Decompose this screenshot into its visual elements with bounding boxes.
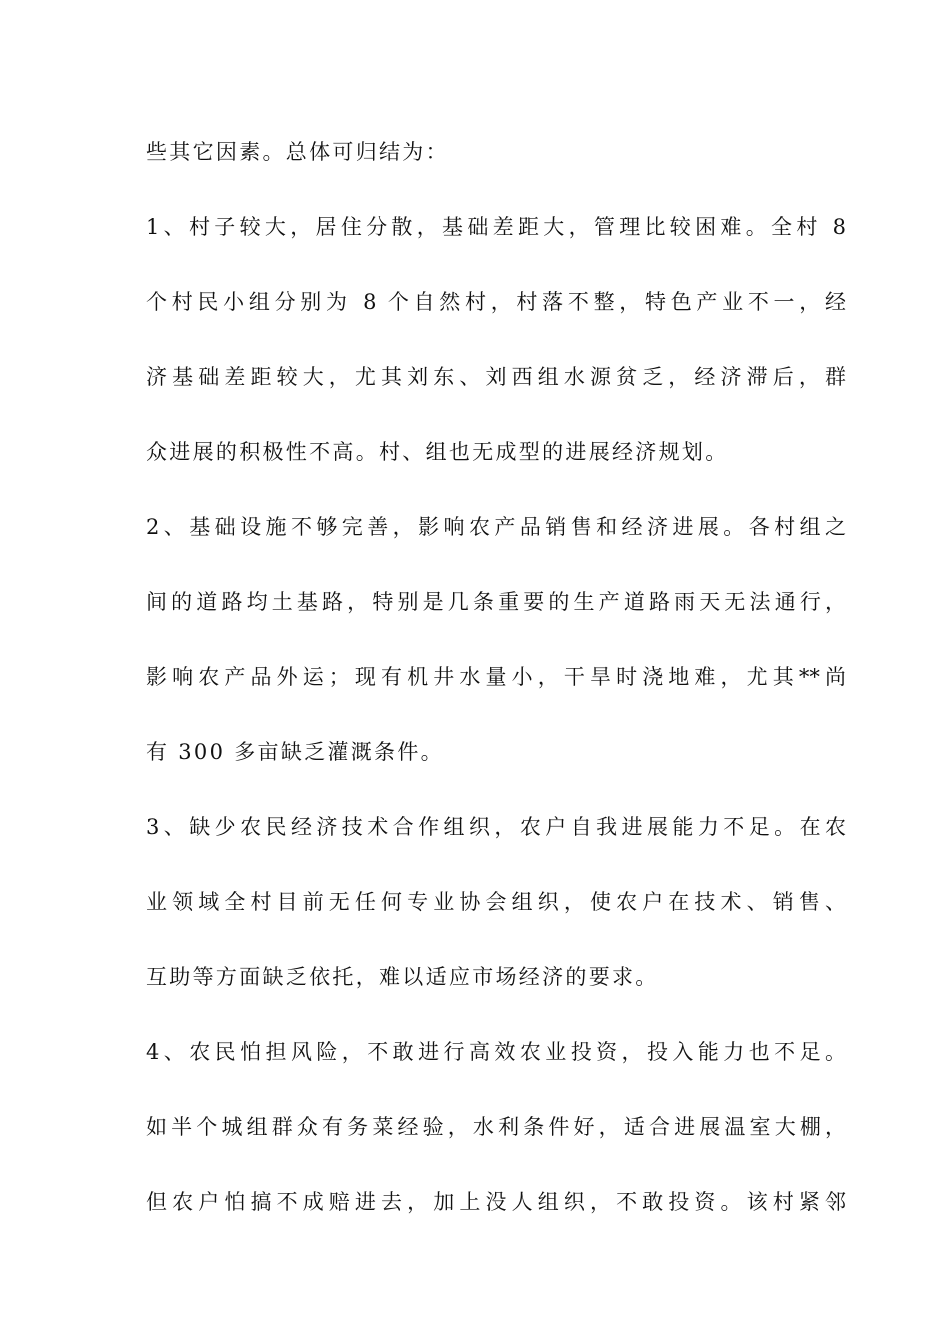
paragraph-line: 有 300 多亩缺乏灌溉条件。 (146, 740, 444, 764)
paragraph-line: 3、缺少农民经济技术合作组织，农户自我进展能力不足。在农 (146, 815, 846, 839)
paragraph-line: 个村民小组分别为 8 个自然村，村落不整，特色产业不一，经 (146, 290, 846, 314)
paragraph-line: 影响农产品外运；现有机井水量小，干旱时浇地难，尤其**尚 (146, 665, 846, 689)
paragraph-line: 2、基础设施不够完善，影响农产品销售和经济进展。各村组之 (146, 515, 846, 539)
paragraph-line: 如半个城组群众有务菜经验，水利条件好，适合进展温室大棚， (146, 1115, 846, 1139)
paragraph-line: 些其它因素。总体可归结为： (146, 140, 449, 164)
paragraph-line: 济基础差距较大，尤其刘东、刘西组水源贫乏，经济滞后，群 (146, 365, 846, 389)
paragraph-line: 间的道路均土基路，特别是几条重要的生产道路雨天无法通行， (146, 590, 846, 614)
paragraph-line: 互助等方面缺乏依托，难以适应市场经济的要求。 (146, 965, 659, 989)
paragraph-line: 众进展的积极性不高。村、组也无成型的进展经济规划。 (146, 440, 729, 464)
paragraph-line: 业领域全村目前无任何专业协会组织，使农户在技术、销售、 (146, 890, 846, 914)
paragraph-line: 4、农民怕担风险，不敢进行高效农业投资，投入能力也不足。 (146, 1040, 846, 1064)
paragraph-line: 1、村子较大，居住分散，基础差距大，管理比较困难。全村 8 (146, 215, 846, 239)
paragraph-line: 但农户怕搞不成赔进去，加上没人组织，不敢投资。该村紧邻 (146, 1190, 846, 1214)
